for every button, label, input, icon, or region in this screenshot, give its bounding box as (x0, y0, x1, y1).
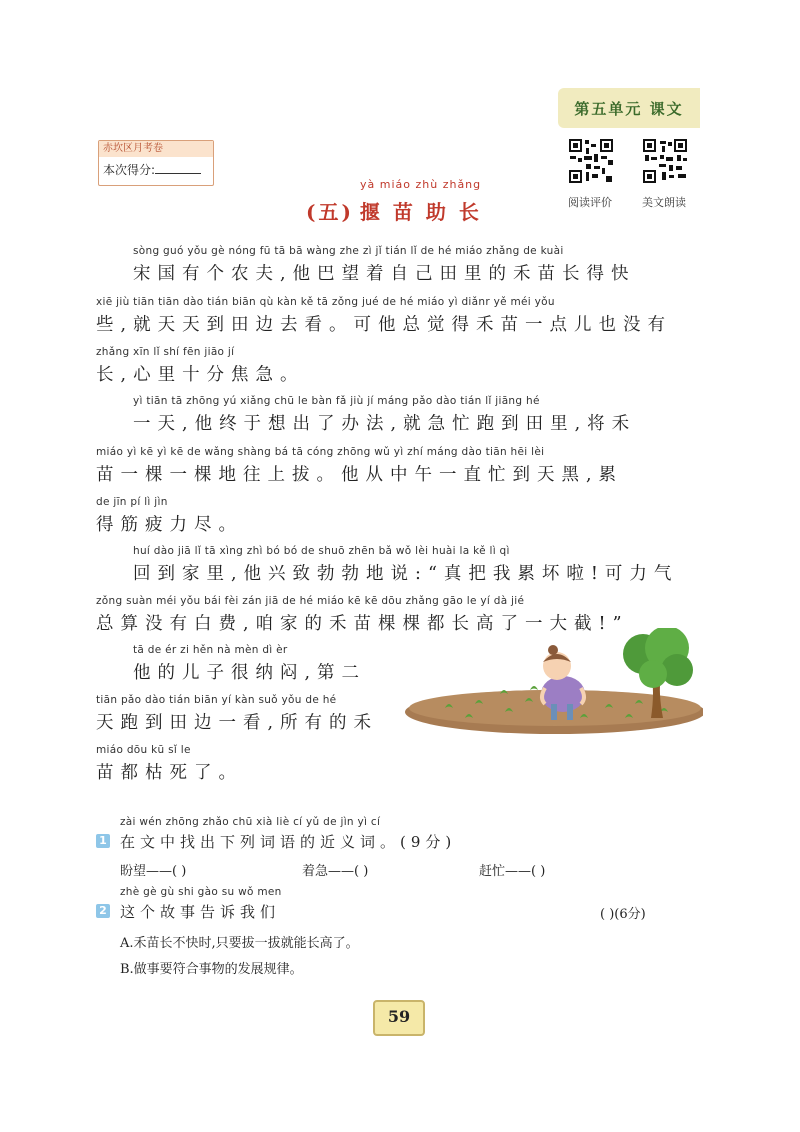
q2-answer-blank[interactable]: ( )(6分) (600, 907, 646, 922)
unit-tab: 第五单元 课文 (558, 88, 700, 128)
qr-code-icon (568, 138, 614, 184)
q1-answer-blank-2[interactable]: 着急——( ) (302, 864, 369, 879)
q1-answer-blank-3[interactable]: 赶忙——( ) (479, 864, 546, 879)
story-pinyin: sòng guó yǒu gè nóng fū tā bā wàng zhe zì jǐ tián lǐ de hé miáo zhǎng de kuài (133, 245, 564, 257)
question-number: 2 (96, 904, 110, 918)
qr-label: 美文朗读 (642, 196, 686, 209)
qr-code-reading-aloud[interactable] (642, 138, 688, 210)
title-pinyin: yà miáo zhù zhǎng (360, 178, 482, 191)
story-pinyin: zǒng suàn méi yǒu bái fèi zán jiā de hé miáo kē kē dōu zhǎng gāo le yí dà jié (96, 595, 525, 607)
story-line: 些,就天天到田边去看。可他总觉得禾苗一点儿也没有 (96, 315, 673, 335)
story-pinyin: miáo yì kē yì kē de wǎng shàng bá tā cóng zhōng wǔ yì zhí máng dào tiān hēi lèi (96, 446, 545, 458)
question-text: 在文中找出下列词语的近义词。(9分) (120, 833, 457, 851)
story-pinyin: tiān pǎo dào tián biān yí kàn suǒ yǒu de hé (96, 694, 337, 706)
score-label: 本次得分: (99, 157, 213, 183)
story-line: 宋国有个农夫,他巴望着自己田里的禾苗长得快 (133, 264, 636, 284)
page-title: (五) 揠 苗 助 长 (306, 200, 482, 224)
story-line: 一天,他终于想出了办法,就急忙跑到田里,将禾 (133, 414, 637, 434)
story-line: 苗都枯死了。 (96, 763, 243, 783)
story-pinyin: yì tiān tā zhōng yú xiǎng chū le bàn fǎ jiù jí máng pǎo dào tián lǐ jiāng hé (133, 395, 540, 407)
q1-pinyin: zài wén zhōng zhǎo chū xià liè cí yǔ de jìn yì cí (120, 816, 381, 828)
exam-region: 赤坎区月考卷 (99, 141, 213, 157)
illustration-farmer (405, 628, 703, 734)
qr-code-icon (642, 138, 688, 184)
story-line: 总算没有白费,咱家的禾苗棵棵都长高了一大截!” (96, 614, 629, 634)
page-number: 59 (373, 1000, 425, 1036)
q2-pinyin: zhè gè gù shi gào su wǒ men (120, 886, 282, 898)
story-pinyin: miáo dōu kū sǐ le (96, 744, 191, 756)
q2-option-a[interactable]: A.禾苗长不快时,只要拔一拔就能长高了。 (120, 936, 359, 951)
story-pinyin: xiē jiù tiān tiān dào tián biān qù kàn kě tā zǒng jué de hé miáo yì diǎnr yě méi yǒu (96, 296, 555, 308)
qr-label: 阅读评价 (568, 196, 612, 209)
q1-answer-blank-1[interactable]: 盼望——( ) (120, 864, 187, 879)
question-number: 1 (96, 834, 110, 848)
story-line: 长,心里十分焦急。 (96, 365, 305, 385)
story-line: 回到家里,他兴致勃勃地说:“真把我累坏啦!可力气 (133, 564, 679, 584)
story-line: 苗一棵一棵地往上拔。他从中午一直忙到天黑,累 (96, 465, 624, 485)
question-text: 这个故事告诉我们 (120, 903, 281, 921)
qr-code-reading-eval[interactable] (568, 138, 614, 210)
exam-score-box (98, 140, 214, 186)
story-line: 他的儿子很纳闷,第二 (133, 663, 367, 683)
story-pinyin: de jīn pí lì jìn (96, 496, 168, 508)
story-pinyin: huí dào jiā lǐ tā xìng zhì bó bó de shuō zhēn bǎ wǒ lèi huài la kě lì qì (133, 545, 510, 557)
story-pinyin: zhǎng xīn lǐ shí fēn jiāo jí (96, 346, 235, 358)
q2-option-b[interactable]: B.做事要符合事物的发展规律。 (120, 962, 303, 977)
story-pinyin: tā de ér zi hěn nà mèn dì èr (133, 644, 288, 656)
story-line: 得筋疲力尽。 (96, 515, 243, 535)
story-line: 天跑到田边一看,所有的禾 (96, 713, 379, 733)
